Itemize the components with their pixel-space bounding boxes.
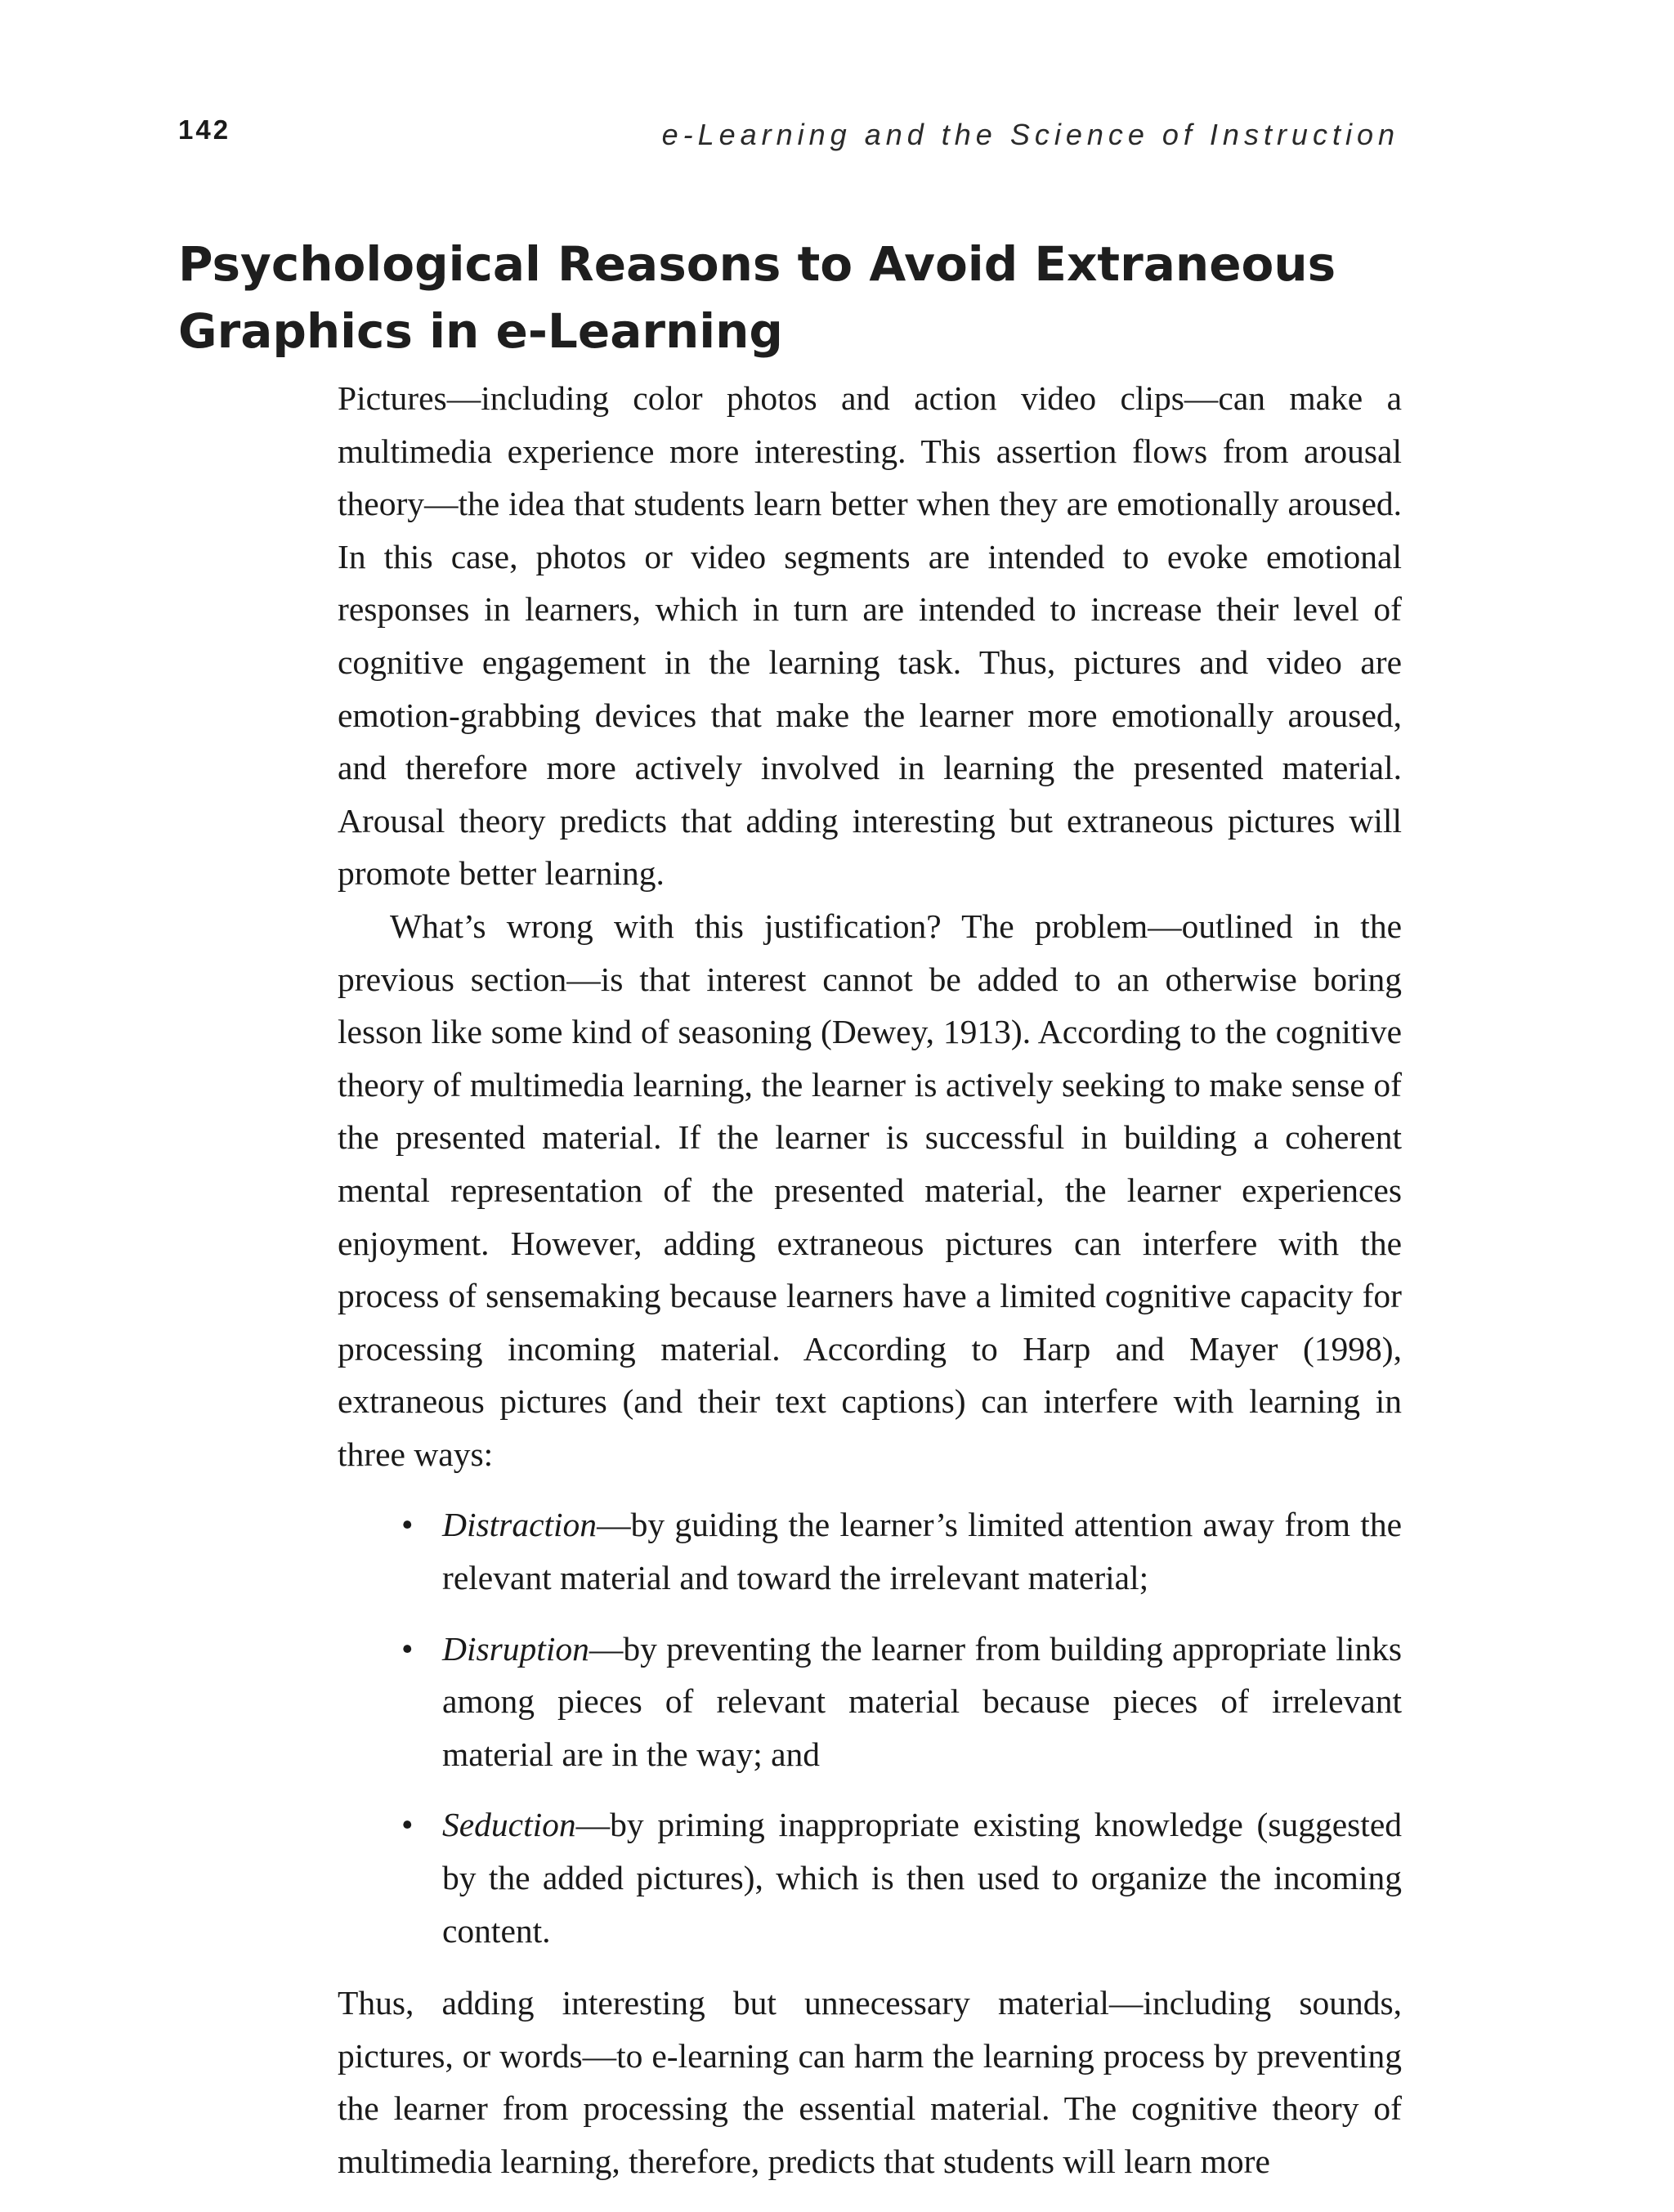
running-head bbox=[178, 114, 1399, 155]
running-title: e-Learning and the Science of Instruction bbox=[661, 118, 1399, 151]
bullet-icon: • bbox=[401, 1629, 414, 1668]
list-item-disruption bbox=[338, 1623, 1402, 1781]
list-item-term: Disruption bbox=[442, 1629, 589, 1668]
list-item-term: Seduction bbox=[442, 1806, 576, 1844]
section-heading bbox=[178, 231, 1404, 365]
list-item-text: —by preventing the learner from building appropriate links among pieces of relevant material because pieces of irrelevant material are in the way; and bbox=[442, 1629, 1402, 1773]
section-heading-line-1: Psychological Reasons to Avoid Extraneous bbox=[178, 236, 1336, 292]
paragraph-arousal-theory: Pictures—including color photos and action video clips—can make a multimedia experience more interesting. This assertion flows from arousal theory—the idea that students learn better when they are emotionally aroused. In this case, photos or video segments are intended to evoke emotional responses in learners, which in turn are intended to increase their level of cognitive engagement in the learning task. Thus, pictures and video are emotion-grabbing devices that make the learner more emotionally aroused, and therefore more actively involved in learning the presented material. Arousal theory predicts that adding interesting but extraneous pictures will promote better learning. bbox=[338, 379, 1402, 893]
bullet-icon: • bbox=[401, 1506, 414, 1544]
list-item-text: —by priming inappropriate existing knowledge (suggested by the added pictures), which is then used to organize the incoming content. bbox=[442, 1806, 1402, 1950]
page-number: 142 bbox=[178, 114, 231, 145]
list-item-text: —by guiding the learner’s limited attention away from the relevant material and toward the irrelevant material; bbox=[442, 1506, 1402, 1597]
bullet-icon: • bbox=[401, 1806, 414, 1844]
section-heading-line-2: Graphics in e-Learning bbox=[178, 303, 783, 359]
body-text bbox=[338, 372, 1402, 2188]
list-item-seduction bbox=[338, 1798, 1402, 1957]
paragraph-conclusion: Thus, adding interesting but unnecessary material—including sounds, pictures, or words—to e-learning can harm the learning process by preventing the learner from processing the essential material. The cognitive theory of multimedia learning, therefore, predicts that students will learn more bbox=[338, 1984, 1402, 2180]
list-item-distraction bbox=[338, 1498, 1402, 1604]
list-item-term: Distraction bbox=[442, 1506, 598, 1544]
paragraph-justification-problem: What’s wrong with this justification? The problem—outlined in the previous section—is that interest cannot be added to an otherwise boring lesson like some kind of seasoning (Dewey, 1913). According to the cognitive theory of multimedia learning, the learner is actively seeking to make sense of the presented material. If the learner is successful in building a coherent mental representation of the presented material, the learner experiences enjoyment. However, adding extraneous pictures can interfere with the process of sensemaking because learners have a limited cognitive capacity for processing incoming material. According to Harp and Mayer (1998), extraneous pictures (and their text captions) can interfere with learning in three ways: bbox=[338, 907, 1402, 1473]
interference-list bbox=[338, 1498, 1402, 1957]
